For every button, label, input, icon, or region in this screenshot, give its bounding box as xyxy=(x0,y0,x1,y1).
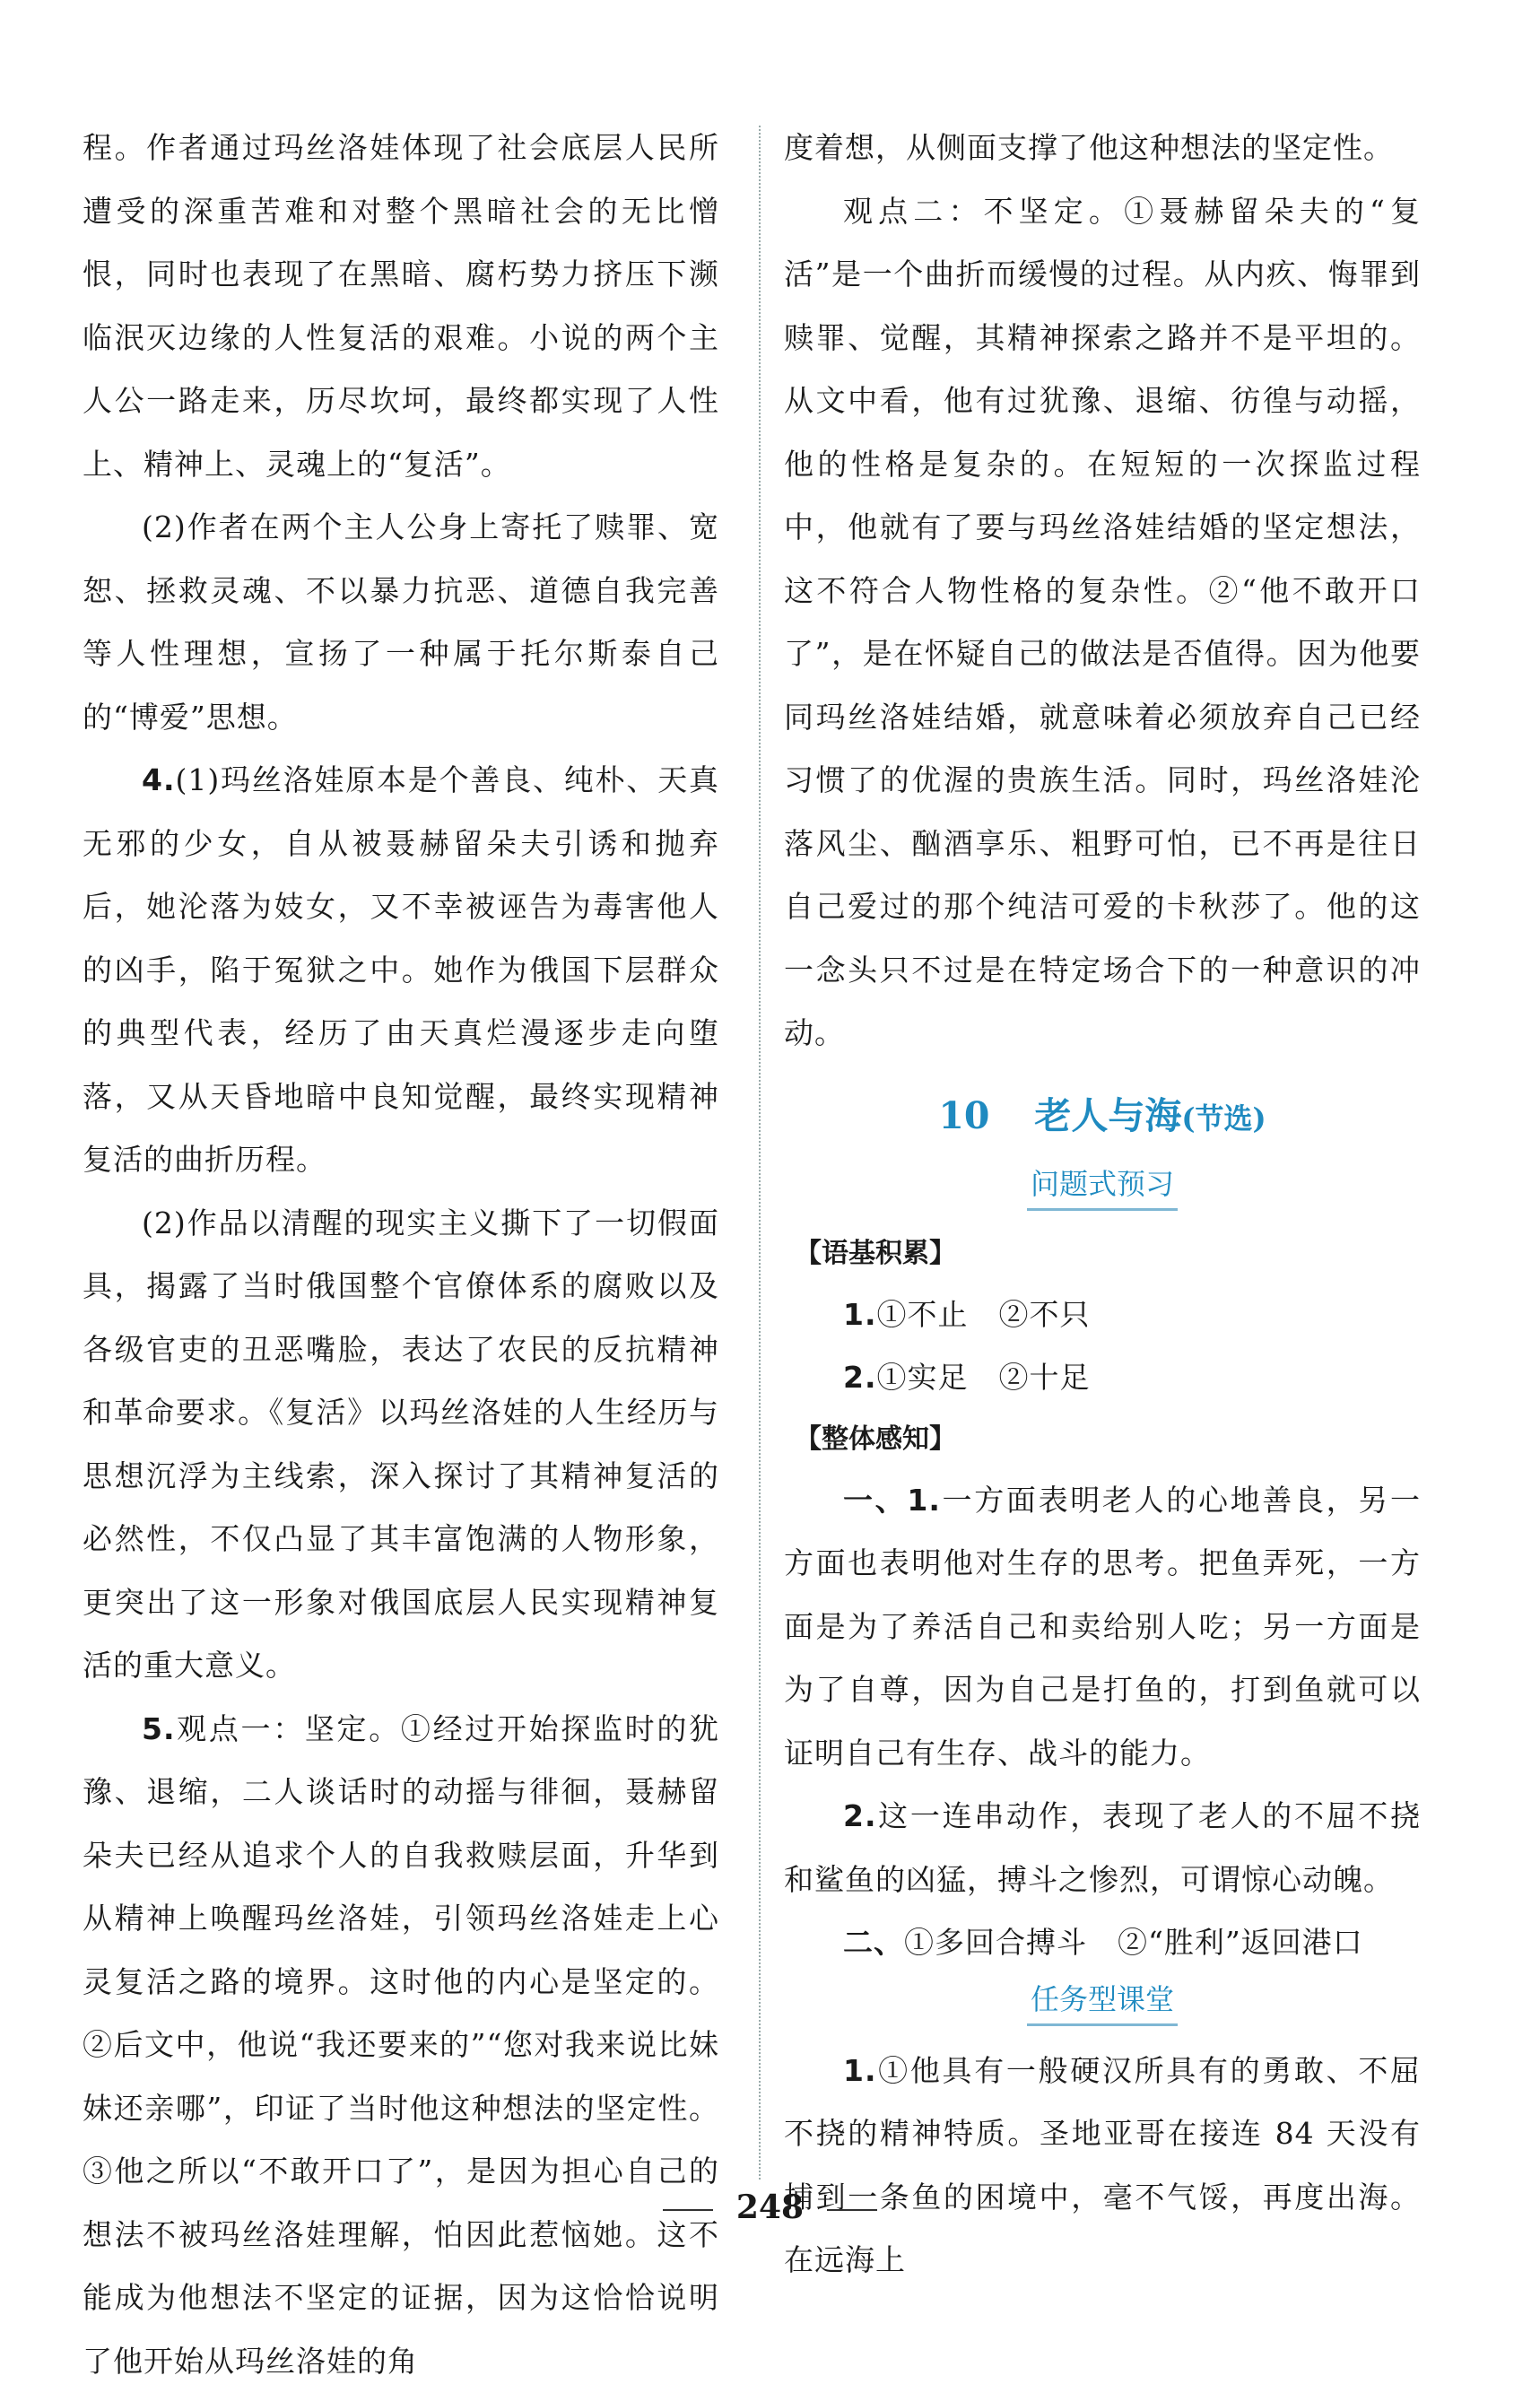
question-number: 2. xyxy=(843,1360,877,1395)
question-number: 1. xyxy=(843,1297,877,1332)
section-label: 问题式预习 xyxy=(1027,1160,1178,1211)
paragraph: 观点二：不坚定。①聂赫留朵夫的“复活”是一个曲折而缓慢的过程。从内疚、悔罪到赎罪、觉醒，其精神探索之路并不是平坦的。从文中看，他有过犹豫、退缩、彷徨与动摇，他的性格是复杂的。在短短的一次探监过程中，他就有了要与玛丝洛娃结婚的坚定想法，这不符合人物性格的复杂性。②“他不敢开口了”，是在怀疑自己的做法是否值得。因为他要同玛丝洛娃结婚，就意味着必须放弃自己已经习惯了的优渥的贵族生活。同时，玛丝洛娃沦落风尘、酗酒享乐、粗野可怕，已不再是往日自己爱过的那个纯洁可爱的卡秋莎了。他的这一念头只不过是在特定场合下的一种意识的冲动。 xyxy=(784,180,1421,1066)
chapter-title xyxy=(784,1080,1421,1154)
question-number: 1. xyxy=(843,2053,877,2088)
paragraph: 度着想，从侧面支撑了他这种想法的坚定性。 xyxy=(784,117,1421,180)
answer-text: (1)玛丝洛娃原本是个善良、纯朴、天真无邪的少女，自从被聂赫留朵夫引诱和抛弃后，她沦落为妓女，又不幸被诬告为毒害他人的凶手，陷于冤狱之中。她作为俄国下层群众的典型代表，经历了由天真烂漫逐步走向堕落，又从天昏地暗中良知觉醒，最终实现精神复活的曲折历程。 xyxy=(83,762,719,1177)
answer-text: ①实足 ②十足 xyxy=(877,1360,1091,1395)
question-number: 一、1. xyxy=(843,1483,941,1518)
section-label: 任务型课堂 xyxy=(1027,1975,1178,2026)
question-number: 5. xyxy=(142,1711,176,1746)
answer-line xyxy=(784,1346,1421,1410)
paragraph: 程。作者通过玛丝洛娃体现了社会底层人民所遭受的深重苦难和对整个黑暗社会的无比憎恨，同时也表现了在黑暗、腐朽势力挤压下濒临泯灭边缘的人性复活的艰难。小说的两个主人公一路走来，历尽坎坷，最终都实现了人性上、精神上、灵魂上的“复活”。 xyxy=(83,117,719,496)
paragraph: (2)作者在两个主人公身上寄托了赎罪、宽恕、拯救灵魂、不以暴力抗恶、道德自我完善等人性理想，宣扬了一种属于托尔斯泰自己的“博爱”思想。 xyxy=(83,496,719,749)
paragraph xyxy=(784,2040,1421,2293)
answer-line xyxy=(784,1284,1421,1347)
page-footer xyxy=(0,2189,1540,2226)
subheading: 【语基积累】 xyxy=(784,1224,1421,1284)
chapter-name: 老人与海 xyxy=(1034,1094,1181,1137)
answer-line xyxy=(784,1911,1421,1975)
footer-dash xyxy=(827,2209,877,2211)
paragraph xyxy=(784,1785,1421,1911)
column-divider xyxy=(759,126,761,2180)
section-heading xyxy=(784,1160,1421,1215)
answer-text: ①不止 ②不只 xyxy=(877,1297,1091,1332)
question-number: 4. xyxy=(142,762,176,797)
subheading: 【整体感知】 xyxy=(784,1410,1421,1469)
chapter-note: (节选) xyxy=(1181,1101,1266,1136)
paragraph xyxy=(83,1698,719,2393)
chapter-number: 10 xyxy=(938,1094,989,1137)
paragraph: (2)作品以清醒的现实主义撕下了一切假面具，揭露了当时俄国整个官僚体系的腐败以及各级官吏的丑恶嘴脸，表达了农民的反抗精神和革命要求。《复活》以玛丝洛娃的人生经历与思想沉浮为主线索，深入探讨了其精神复活的必然性，不仅凸显了其丰富饱满的人物形象，更突出了这一形象对俄国底层人民实现精神复活的重大意义。 xyxy=(83,1192,719,1698)
answer-text: 一方面表明老人的心地善良，另一方面也表明他对生存的思考。把鱼弄死，一方面是为了养活自己和卖给别人吃；另一方面是为了自尊，因为自己是打鱼的，打到鱼就可以证明自己有生存、战斗的能力。 xyxy=(784,1483,1421,1771)
question-number: 2. xyxy=(843,1798,877,1833)
right-column xyxy=(784,117,1421,2293)
question-number: 二、 xyxy=(843,1925,904,1960)
paragraph xyxy=(83,749,719,1192)
section-heading xyxy=(784,1975,1421,2031)
answer-text: 观点一：坚定。①经过开始探监时的犹豫、退缩，二人谈话时的动摇与徘徊，聂赫留朵夫已经从追求个人的自我救赎层面，升华到从精神上唤醒玛丝洛娃，引领玛丝洛娃走上心灵复活之路的境界。这时他的内心是坚定的。②后文中，他说“我还要来的”“您对我来说比妹妹还亲哪”，印证了当时他这种想法的坚定性。③他之所以“不敢开口了”，是因为担心自己的想法不被玛丝洛娃理解，怕因此惹恼她。这不能成为他想法不坚定的证据，因为这恰恰说明了他开始从玛丝洛娃的角 xyxy=(83,1711,719,2379)
answer-text: ①多回合搏斗 ②“胜利”返回港口 xyxy=(904,1925,1363,1960)
footer-dash xyxy=(663,2209,713,2211)
answer-text: 这一连串动作，表现了老人的不屈不挠和鲨鱼的凶猛，搏斗之惨烈，可谓惊心动魄。 xyxy=(784,1798,1421,1897)
page-number: 248 xyxy=(736,2189,804,2226)
paragraph xyxy=(784,1469,1421,1786)
left-column xyxy=(83,117,719,2393)
answer-text: ①他具有一般硬汉所具有的勇敢、不屈不挠的精神特质。圣地亚哥在接连 84 天没有捕到一条鱼的困境中，毫不气馁，再度出海。在远海上 xyxy=(784,2053,1421,2278)
